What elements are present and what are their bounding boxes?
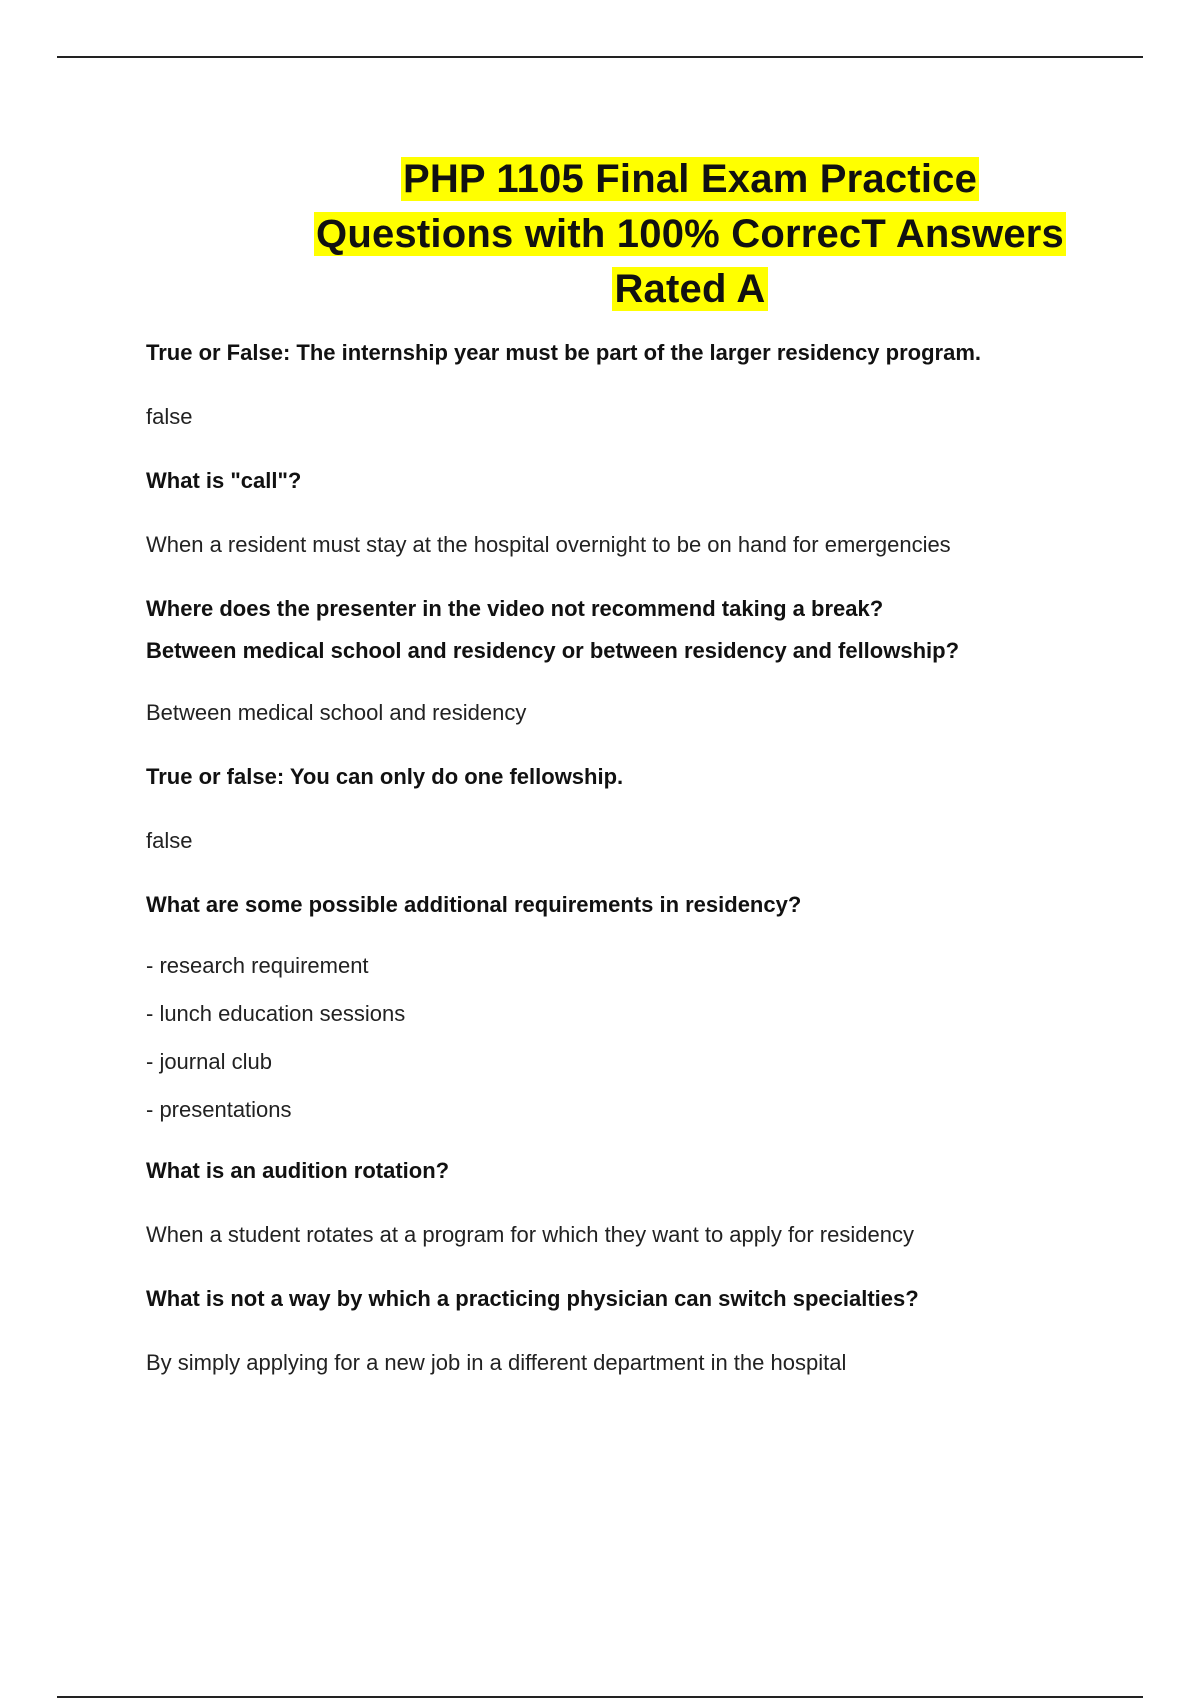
question-text: Between medical school and residency or between residency and fellowship? bbox=[146, 638, 960, 663]
document-title bbox=[310, 152, 1070, 317]
question-text: Where does the presenter in the video not recommend taking a break? bbox=[146, 596, 884, 621]
qa-item bbox=[146, 460, 1146, 588]
qa-item bbox=[146, 756, 1146, 884]
title-line bbox=[310, 207, 1070, 262]
title-highlight: PHP 1105 Final Exam Practice bbox=[402, 157, 978, 201]
answer-text: false bbox=[146, 404, 193, 429]
answer-text: false bbox=[146, 828, 193, 853]
qa-item bbox=[146, 1150, 1146, 1278]
bottom-rule bbox=[57, 1696, 1143, 1698]
question-text: True or False: The internship year must be part of the larger residency program. bbox=[146, 340, 982, 365]
answer-text: By simply applying for a new job in a different department in the hospital bbox=[146, 1350, 847, 1375]
answer-list-item: - research requirement bbox=[146, 953, 369, 978]
question-text: True or false: You can only do one fellowship. bbox=[146, 764, 624, 789]
question-text: What is not a way by which a practicing physician can switch specialties? bbox=[146, 1286, 919, 1311]
answer-list-item: - lunch education sessions bbox=[146, 1001, 406, 1026]
question-text: What is "call"? bbox=[146, 468, 302, 493]
answer-text: When a resident must stay at the hospital overnight to be on hand for emergencies bbox=[146, 532, 951, 557]
qa-item bbox=[146, 332, 1146, 460]
qa-item bbox=[146, 884, 1146, 1150]
question-text: What is an audition rotation? bbox=[146, 1158, 450, 1183]
title-line bbox=[310, 152, 1070, 207]
qa-item bbox=[146, 1278, 1146, 1384]
answer-text: When a student rotates at a program for which they want to apply for residency bbox=[146, 1222, 914, 1247]
answer-text: Between medical school and residency bbox=[146, 700, 527, 725]
top-rule bbox=[57, 56, 1143, 58]
title-line bbox=[310, 262, 1070, 317]
question-text: What are some possible additional requirements in residency? bbox=[146, 892, 802, 917]
answer-list-item: - journal club bbox=[146, 1049, 272, 1074]
answer-list-item: - presentations bbox=[146, 1097, 292, 1122]
title-highlight: Questions with 100% CorrecT Answers bbox=[316, 212, 1064, 256]
qa-item bbox=[146, 588, 1146, 756]
qa-content bbox=[146, 332, 1146, 1384]
title-highlight: Rated A bbox=[614, 267, 766, 311]
